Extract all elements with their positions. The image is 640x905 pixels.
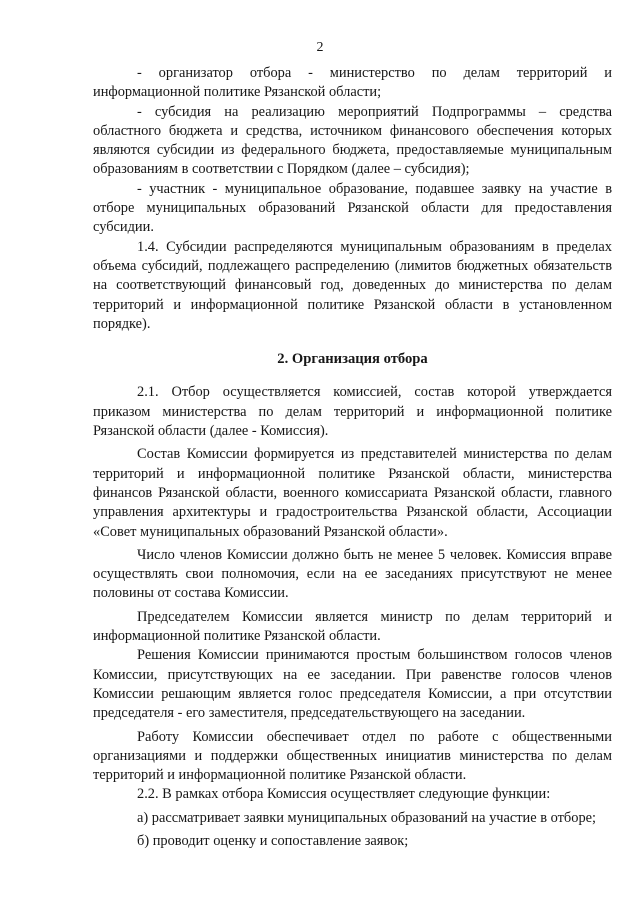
paragraph-commission-decisions: Решения Комиссии принимаются простым большинством голосов членов Комиссии, присутствующих на ее заседании. При равенстве голосов членов Комиссии решающим является голос председателя Комиссии, а при отсутствии председателя - его заместителя, председательствующего на заседании. <box>93 647 612 722</box>
clause-2-2: 2.2. В рамках отбора Комиссия осуществляет следующие функции: <box>137 786 551 803</box>
paragraph-commission-composition: Состав Комиссии формируется из представителей министерства по делам территорий и информационной политике Рязанской области, министерства финансов Рязанской области, военного комиссариата Рязанской области, главного управления архитектуры и градостроительства Рязанской области, Ассоциации «Совет муниципальных образований Рязанской области». <box>93 446 612 540</box>
definition-participant: - участник - муниципальное образование, подавшее заявку на участие в отборе муниципальных образований Рязанской области для предоставления субсидии. <box>93 180 612 236</box>
paragraph-commission-size: Число членов Комиссии должно быть не менее 5 человек. Комиссия вправе осуществлять свои полномочия, если на ее заседаниях присутствуют не менее половины от состава Комиссии. <box>93 546 612 602</box>
definition-organizer: - организатор отбора - министерство по делам территорий и информационной политике Рязанской области; <box>93 65 612 101</box>
clause-1-4: 1.4. Субсидии распределяются муниципальным образованиям в пределах объема субсидий, подлежащего распределению (лимитов бюджетных обязательств на соответствующий финансовый год, доведенных до министерства по делам территорий и информационной политике Рязанской области в установленном порядке). <box>93 238 612 332</box>
list-item-b: б) проводит оценку и сопоставление заявок; <box>137 832 409 849</box>
paragraph-commission-chair: Председателем Комиссии является министр по делам территорий и информационной политике Рязанской области. <box>93 608 612 645</box>
list-item-a: а) рассматривает заявки муниципальных образований на участие в отборе; <box>137 809 597 826</box>
spacer <box>93 334 612 350</box>
clause-2-1: 2.1. Отбор осуществляется комиссией, состав которой утверждается приказом министерства по делам территорий и информационной политике Рязанской области (далее - Комиссия). <box>93 384 612 440</box>
page-number: 2 <box>316 40 324 55</box>
paragraph-commission-support: Работу Комиссии обеспечивает отдел по работе с общественными организациями и поддержки общественных инициатив министерства по делам территорий и информационной политике Рязанской области. <box>93 728 612 784</box>
section-heading: 2. Организация отбора <box>277 351 428 368</box>
definition-subsidy: - субсидия на реализацию мероприятий Подпрограммы – средства областного бюджета и средства, источником финансового обеспечения которых являются субсидии из федерального бюджета, предоставляемые муниципальным образованиям в соответствии с Порядком (далее – субсидия); <box>93 103 612 178</box>
document-body <box>93 64 612 851</box>
spacer <box>93 369 612 383</box>
